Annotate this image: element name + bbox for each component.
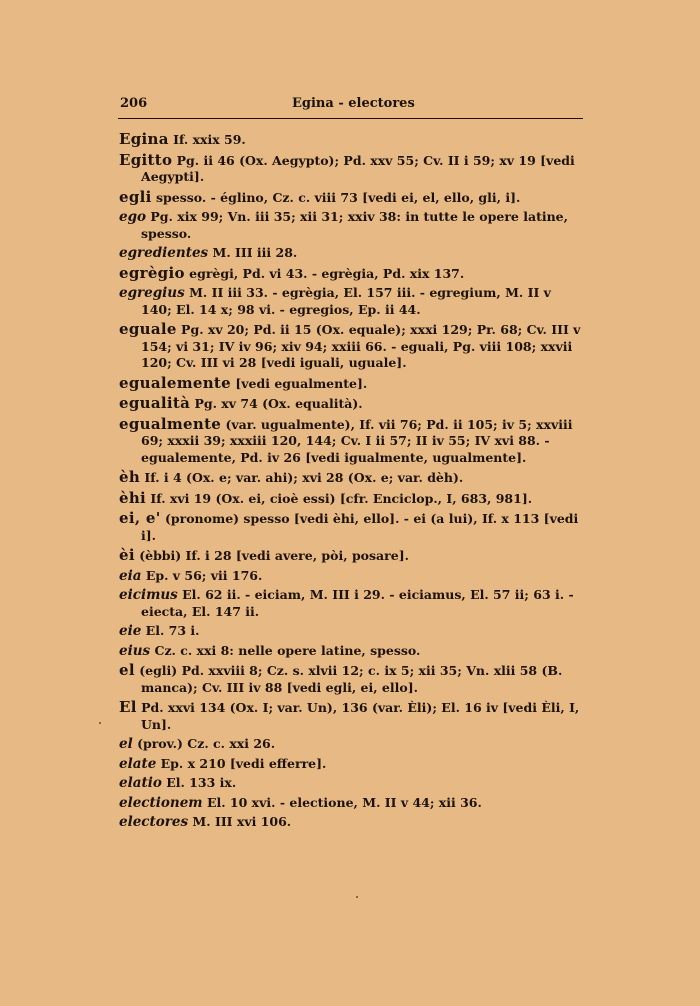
entry-body: M. II iii 33. - egrègia, El. 157 iii. - egregium, M. II v 140; El. 14 x; 98 vi. - egregios, Ep. ii 44. bbox=[141, 285, 551, 317]
dictionary-entry bbox=[119, 395, 585, 413]
dictionary-entry bbox=[119, 209, 585, 242]
entry-body: Cz. c. xxi 8: nelle opere latine, spesso. bbox=[150, 642, 421, 658]
entry-headword: eia bbox=[119, 567, 142, 584]
entry-headword: eguale bbox=[119, 320, 177, 338]
dictionary-entry bbox=[119, 587, 585, 620]
entry-headword: el bbox=[119, 736, 133, 752]
entry-headword: èi bbox=[119, 546, 135, 564]
entry-body: (prov.) Cz. c. xxi 26. bbox=[132, 736, 276, 751]
entry-body: If. xxix 59. bbox=[168, 132, 246, 147]
dictionary-entry bbox=[119, 265, 585, 283]
dictionary-entry bbox=[119, 189, 585, 207]
dictionary-entry bbox=[119, 623, 585, 640]
entry-headword: èh bbox=[119, 468, 141, 486]
entry-headword: elate bbox=[119, 755, 157, 772]
dictionary-entry bbox=[119, 416, 585, 467]
dictionary-entry bbox=[119, 814, 585, 831]
page-number: 206 bbox=[120, 96, 148, 111]
entry-headword: eicimus bbox=[119, 587, 178, 603]
entry-body: (pronome) spesso [vedi èhi, ello]. - ei (a lui), If. x 113 [vedi i]. bbox=[141, 511, 579, 543]
entry-body: El. 133 ix. bbox=[161, 775, 237, 790]
entry-body: Pd. xxvi 134 (Ox. I; var. Un), 136 (var. Èli); El. 16 iv [vedi Èli, I, Un]. bbox=[136, 700, 580, 732]
entry-headword: eius bbox=[119, 642, 151, 659]
entry-headword: electores bbox=[119, 814, 189, 830]
entry-headword: elatio bbox=[119, 775, 162, 791]
entry-body: M. III xvi 106. bbox=[188, 814, 292, 829]
entry-headword: egualmente bbox=[119, 414, 222, 433]
entry-headword: ei, e' bbox=[119, 509, 161, 527]
entry-body: El. 10 xvi. - electione, M. II v 44; xii 36. bbox=[202, 794, 482, 810]
dictionary-entry bbox=[119, 795, 585, 812]
dictionary-entry bbox=[119, 469, 585, 487]
dictionary-entry bbox=[119, 736, 585, 753]
entry-body: spesso. - églino, Cz. c. viii 73 [vedi ei, el, ello, gli, i]. bbox=[151, 189, 521, 205]
dictionary-entries bbox=[119, 131, 585, 834]
entry-body: Pg. xix 99; Vn. iii 35; xii 31; xxiv 38: in tutte le opere latine, spesso. bbox=[141, 209, 568, 241]
entry-headword: Egina bbox=[119, 130, 169, 148]
dictionary-entry bbox=[119, 245, 585, 262]
entry-body: (èbbi) If. i 28 [vedi avere, pòi, posare]. bbox=[134, 548, 409, 563]
entry-headword: electionem bbox=[119, 794, 203, 811]
entry-headword: egredientes bbox=[119, 245, 209, 261]
dictionary-entry bbox=[119, 643, 585, 660]
dictionary-entry bbox=[119, 375, 585, 393]
dictionary-entry bbox=[119, 490, 585, 508]
dictionary-entry bbox=[119, 756, 585, 773]
entry-headword: eie bbox=[119, 623, 142, 639]
entry-headword: El bbox=[119, 698, 137, 716]
entry-body: Ep. x 210 [vedi efferre]. bbox=[156, 755, 327, 771]
entry-body: Ep. v 56; vii 176. bbox=[141, 567, 263, 583]
entry-headword: ego bbox=[119, 209, 147, 225]
dictionary-entry bbox=[119, 321, 585, 372]
dictionary-entry bbox=[119, 568, 585, 585]
header-rule bbox=[118, 118, 583, 119]
entry-body: M. III iii 28. bbox=[208, 245, 298, 260]
dictionary-entry bbox=[119, 775, 585, 792]
entry-headword: egli bbox=[119, 187, 152, 206]
entry-body: [vedi egualmente]. bbox=[231, 375, 368, 391]
page-header bbox=[120, 96, 583, 111]
entry-body: Pg. xv 74 (Ox. equalità). bbox=[190, 396, 363, 411]
entry-body: (var. ugualmente), If. vii 76; Pd. ii 105; iv 5; xxviii 69; xxxii 39; xxxiii 120, 144; Cv. I ii 57; II iv 55; IV xvi 88. - egualemente, Pd. iv 26 [vedi igualmente, ugualmente]. bbox=[141, 416, 573, 465]
entry-headword: egrègio bbox=[119, 263, 185, 282]
entry-body: Pg. xv 20; Pd. ii 15 (Ox. equale); xxxi 129; Pr. 68; Cv. III v 154; vi 31; IV iv 96; xiv 94; xxiii 66. - eguali, Pg. viii 108; xxvii 120; Cv. III vi 28 [vedi iguali, uguale]. bbox=[141, 322, 581, 370]
dictionary-entry bbox=[119, 152, 585, 186]
speck bbox=[99, 722, 101, 724]
entry-body: El. 73 i. bbox=[141, 623, 200, 638]
dictionary-entry bbox=[119, 131, 585, 149]
entry-body: Pg. ii 46 (Ox. Aegypto); Pd. xxv 55; Cv. II i 59; xv 19 [vedi Aegypti]. bbox=[141, 152, 575, 184]
entry-headword: el bbox=[119, 661, 135, 679]
entry-body: If. i 4 (Ox. e; var. ahi); xvi 28 (Ox. e; var. dèh). bbox=[140, 470, 464, 485]
entry-headword: egregius bbox=[119, 285, 185, 301]
entry-headword: egualità bbox=[119, 394, 191, 412]
running-title: Egina - electores bbox=[292, 96, 415, 111]
dictionary-entry bbox=[119, 699, 585, 733]
entry-body: If. xvi 19 (Ox. ei, cioè essi) [cfr. Enciclop., I, 683, 981]. bbox=[146, 490, 533, 506]
entry-headword: èhi bbox=[119, 488, 147, 507]
dictionary-entry bbox=[119, 547, 585, 565]
speck bbox=[356, 896, 358, 898]
entry-body: (egli) Pd. xxviii 8; Cz. s. xlvii 12; c. ix 5; xii 35; Vn. xlii 58 (B. manca); Cv. III iv 88 [vedi egli, ei, ello]. bbox=[134, 663, 563, 695]
dictionary-entry bbox=[119, 510, 585, 544]
entry-body: El. 62 ii. - eiciam, M. III i 29. - eiciamus, El. 57 ii; 63 i. - eiecta, El. 147 ii. bbox=[141, 587, 574, 619]
dictionary-entry bbox=[119, 285, 585, 318]
entry-headword: Egitto bbox=[119, 150, 173, 169]
entry-body: egrègi, Pd. vi 43. - egrègia, Pd. xix 137. bbox=[184, 265, 465, 281]
dictionary-entry bbox=[119, 662, 585, 696]
entry-headword: egualemente bbox=[119, 373, 231, 392]
